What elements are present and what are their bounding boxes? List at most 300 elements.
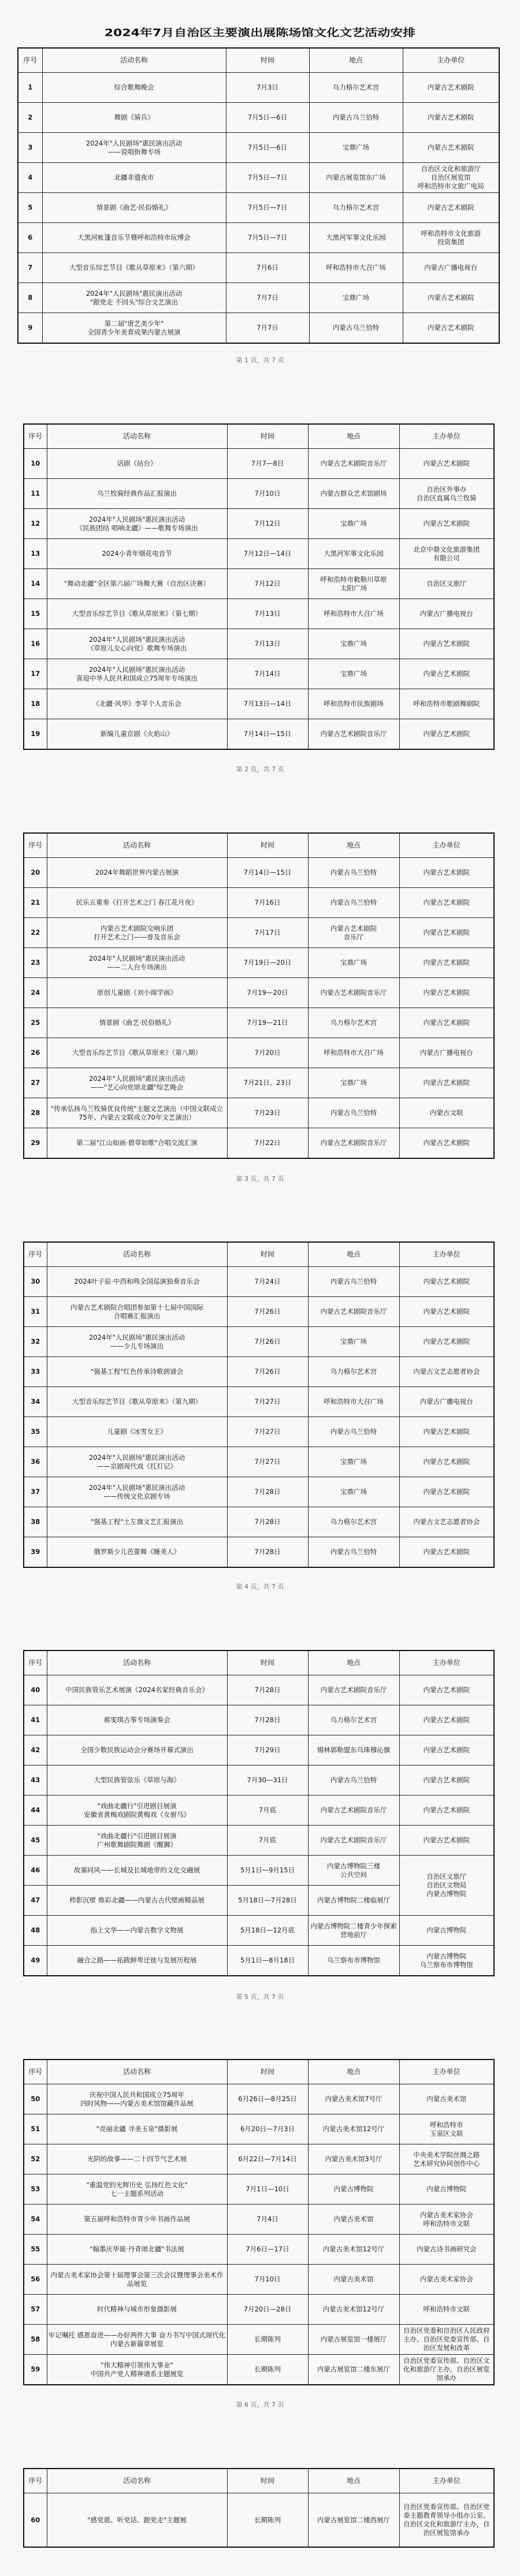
column-header-no: 序号 bbox=[24, 424, 47, 449]
cell-name: 2024年舞蹈世界内蒙古展演 bbox=[47, 858, 227, 888]
cell-org: 内蒙古博物院 bbox=[399, 2174, 494, 2205]
cell-org: 内蒙古艺术剧院 bbox=[399, 1297, 494, 1327]
cell-org: 内蒙古艺术剧院 bbox=[399, 449, 494, 479]
cell-name: 2024年"人民剧场"惠民演出活动 "跟党走 不回头"综合文艺演出 bbox=[42, 283, 226, 313]
cell-place: 内蒙古艺术剧院音乐厅 bbox=[308, 1297, 399, 1327]
cell-no: 38 bbox=[24, 1507, 47, 1537]
cell-time: 7月3日 bbox=[226, 73, 309, 103]
table-row bbox=[24, 1357, 494, 1387]
table-header-row bbox=[24, 833, 494, 858]
cell-no: 52 bbox=[24, 2144, 47, 2174]
column-header-place: 地点 bbox=[308, 1242, 399, 1267]
cell-name: "强基工程"红色传承诗歌朗诵会 bbox=[47, 1357, 227, 1387]
cell-no: 58 bbox=[24, 2325, 47, 2355]
cell-org: 呼和浩特市 玉泉区文联 bbox=[399, 2114, 494, 2144]
cell-no: 3 bbox=[18, 133, 42, 163]
cell-no: 49 bbox=[24, 1946, 47, 1976]
cell-no: 31 bbox=[24, 1297, 47, 1327]
cell-place: 呼和浩特市大召广场 bbox=[308, 599, 399, 629]
column-header-time: 时间 bbox=[227, 2469, 308, 2493]
cell-org: 内蒙古艺术剧院 bbox=[399, 1705, 494, 1735]
cell-name: 融合之路——拓跋鲜卑迁徙与发展历程展 bbox=[47, 1946, 227, 1976]
table-row bbox=[24, 2144, 494, 2174]
cell-no: 17 bbox=[24, 659, 47, 689]
cell-org: 内蒙古艺术剧院 bbox=[399, 888, 494, 918]
page-1 bbox=[17, 47, 499, 344]
cell-no: 4 bbox=[18, 163, 42, 193]
cell-time: 7月27日 bbox=[227, 1447, 308, 1477]
cell-time: 5月1日—9月15日 bbox=[227, 1856, 308, 1886]
cell-name: 2024年"人民剧场"惠民演出活动 ——"艺心向党颂北疆"综艺晚会 bbox=[47, 1068, 227, 1098]
table-row bbox=[24, 1447, 494, 1477]
cell-org: 内蒙古广播电视台 bbox=[399, 599, 494, 629]
cell-place: 呼和浩特市民族剧场 bbox=[308, 689, 399, 719]
cell-name: 《北疆·风华》李苹个人音乐会 bbox=[47, 689, 227, 719]
cell-place: 内蒙古展览馆二楼东展厅 bbox=[308, 2355, 399, 2385]
column-header-org: 主办单位 bbox=[399, 2469, 494, 2493]
cell-no: 15 bbox=[24, 599, 47, 629]
cell-no: 33 bbox=[24, 1357, 47, 1387]
table-row bbox=[18, 103, 499, 133]
cell-place: 呼和浩特市大召广场 bbox=[309, 253, 403, 283]
document-title: 2024年7月自治区主要演出展陈场馆文化文艺活动安排 bbox=[104, 27, 416, 39]
cell-no: 5 bbox=[18, 193, 42, 223]
cell-name: "戏曲北疆行"引进剧目展演 安徽省黄梅戏剧院黄梅戏《女驸马》 bbox=[47, 1796, 227, 1826]
cell-place: 乌力格尔艺术宫 bbox=[308, 1357, 399, 1387]
cell-no: 14 bbox=[24, 569, 47, 599]
cell-name: 第五届呼和浩特市青少年书画作品展 bbox=[47, 2205, 227, 2235]
cell-no: 57 bbox=[24, 2295, 47, 2325]
cell-place: 内蒙古博物院二楼临展厅 bbox=[308, 1886, 399, 1916]
table-row bbox=[18, 73, 499, 103]
cell-org: 内蒙古艺术剧院 bbox=[399, 918, 494, 948]
cell-name: 2024叶子宸·中西和鸣全国巡演独奏音乐会 bbox=[47, 1267, 227, 1297]
cell-place: 呼和浩特市大召广场 bbox=[308, 1387, 399, 1417]
cell-org: 内蒙古广播电视台 bbox=[403, 253, 499, 283]
cell-org: 内蒙古诗书画研究会 bbox=[399, 2235, 494, 2265]
cell-place: 乌力格尔艺术宫 bbox=[309, 193, 403, 223]
cell-time: 7月28日 bbox=[227, 1537, 308, 1568]
cell-org: 内蒙古艺术剧院 bbox=[399, 1735, 494, 1765]
table-row bbox=[24, 948, 494, 978]
cell-name: 大型音乐综艺节目《歌从草原来》（第七期） bbox=[47, 599, 227, 629]
table-row bbox=[24, 1675, 494, 1705]
cell-time: 7月5日—7日 bbox=[226, 193, 309, 223]
cell-name: 舞剧《骑兵》 bbox=[42, 103, 226, 133]
activity-table bbox=[23, 423, 495, 750]
cell-time: 7月26日 bbox=[227, 1357, 308, 1387]
table-row bbox=[24, 1826, 494, 1856]
cell-place: 乌兰察布市博物馆 bbox=[308, 1946, 399, 1976]
cell-no: 29 bbox=[24, 1128, 47, 1159]
cell-place: 内蒙古美术馆7号厅 bbox=[308, 2084, 399, 2114]
table-row bbox=[18, 283, 499, 313]
page-footer: 第 5 页，共 7 页 bbox=[236, 1993, 284, 2001]
table-row bbox=[24, 888, 494, 918]
cell-time: 长期陈列 bbox=[227, 2325, 308, 2355]
cell-org: 内蒙古艺术剧院 bbox=[399, 509, 494, 539]
activity-table bbox=[23, 832, 495, 1159]
cell-place: 乌力格尔艺术宫 bbox=[308, 1507, 399, 1537]
table-row bbox=[24, 719, 494, 750]
column-header-time: 时间 bbox=[227, 424, 308, 449]
cell-place: 内蒙古艺术剧院音乐厅 bbox=[308, 719, 399, 750]
cell-place: 内蒙古博物院二楼青少年探索营地前厅 bbox=[308, 1916, 399, 1946]
cell-time: 7月10日 bbox=[227, 479, 308, 509]
cell-org: 自治区文旅厅 自治区文物局 内蒙古博物院 bbox=[399, 1856, 494, 1916]
cell-place: 内蒙古乌兰恰特 bbox=[308, 1765, 399, 1796]
cell-org: 内蒙古艺术剧院 bbox=[399, 1765, 494, 1796]
cell-place: 内蒙古艺术剧院音乐厅 bbox=[308, 1128, 399, 1159]
column-header-time: 时间 bbox=[227, 1242, 308, 1267]
table-row bbox=[24, 659, 494, 689]
table-row bbox=[24, 689, 494, 719]
activity-table bbox=[23, 1241, 495, 1568]
cell-org: 北京中鼎文化旅游集团 有限公司 bbox=[399, 539, 494, 569]
cell-org: 自治区党委宣传部、自治区文化和旅游厅主办，自治区展览馆承办 bbox=[399, 2355, 494, 2385]
column-header-place: 地点 bbox=[308, 833, 399, 858]
cell-org: 内蒙古艺术剧院 bbox=[399, 1068, 494, 1098]
cell-time: 7月28日 bbox=[227, 1507, 308, 1537]
table-row bbox=[24, 858, 494, 888]
column-header-no: 序号 bbox=[24, 833, 47, 858]
cell-place: 内蒙古艺术剧院 音乐厅 bbox=[308, 918, 399, 948]
cell-org: 内蒙古文艺志愿者协会 bbox=[399, 1507, 494, 1537]
cell-time: 7月28日 bbox=[227, 1705, 308, 1735]
cell-time: 7月5日—7日 bbox=[226, 163, 309, 193]
cell-time: 5月18日—7月28日 bbox=[227, 1886, 308, 1916]
cell-no: 48 bbox=[24, 1916, 47, 1946]
cell-no: 7 bbox=[18, 253, 42, 283]
column-header-name: 活动名称 bbox=[47, 2060, 227, 2084]
cell-name: 第二届"江山如画·碧草如歌"合唱交流汇演 bbox=[47, 1128, 227, 1159]
cell-time: 7月20日—28日 bbox=[227, 2295, 308, 2325]
cell-no: 13 bbox=[24, 539, 47, 569]
cell-time: 7月26日 bbox=[227, 1297, 308, 1327]
page-3 bbox=[23, 832, 493, 1159]
table-row bbox=[24, 1417, 494, 1447]
table-row bbox=[24, 1068, 494, 1098]
cell-place: 内蒙古展览馆二楼西展厅 bbox=[308, 2493, 399, 2548]
cell-name: 光阴的故事——二十四节气艺术展 bbox=[47, 2144, 227, 2174]
cell-place: 呼和浩特市敕勒川草原 太阳广场 bbox=[308, 569, 399, 599]
cell-no: 21 bbox=[24, 888, 47, 918]
cell-place: 锡林郭勒盟东乌珠穆沁旗 bbox=[308, 1735, 399, 1765]
table-row bbox=[24, 1327, 494, 1357]
cell-name: 庆祝中国人民共和国成立75周年 四时风物——内蒙古美术馆馆藏作品展 bbox=[47, 2084, 227, 2114]
cell-name: 大型音乐综艺节目《歌从草原来》（第九期） bbox=[47, 1387, 227, 1417]
table-row bbox=[24, 2205, 494, 2235]
page-5 bbox=[23, 1650, 493, 1976]
table-header-row bbox=[24, 1242, 494, 1267]
cell-org: 内蒙古艺术剧院 bbox=[399, 1327, 494, 1357]
column-header-no: 序号 bbox=[24, 1651, 47, 1675]
cell-org: 内蒙古博物院 bbox=[399, 1916, 494, 1946]
column-header-place: 地点 bbox=[308, 2060, 399, 2084]
table-row bbox=[24, 599, 494, 629]
column-header-place: 地点 bbox=[308, 424, 399, 449]
cell-no: 55 bbox=[24, 2235, 47, 2265]
table-row bbox=[24, 479, 494, 509]
table-row bbox=[24, 1267, 494, 1297]
cell-time: 7月14日—15日 bbox=[227, 858, 308, 888]
cell-no: 50 bbox=[24, 2084, 47, 2114]
cell-no: 8 bbox=[18, 283, 42, 313]
cell-org: 内蒙古博物院 乌兰察布市博物馆 bbox=[399, 1946, 494, 1976]
cell-time: 7月6日 bbox=[226, 253, 309, 283]
cell-place: 宝鼎广场 bbox=[308, 659, 399, 689]
cell-time: 5月1日—8月18日 bbox=[227, 1946, 308, 1976]
cell-org: 内蒙古艺术剧院 bbox=[399, 1128, 494, 1159]
column-header-org: 主办单位 bbox=[403, 48, 499, 73]
table-row bbox=[24, 1008, 494, 1038]
cell-time: 6月26日—8月25日 bbox=[227, 2084, 308, 2114]
column-header-org: 主办单位 bbox=[399, 424, 494, 449]
cell-org: 内蒙古艺术剧院 bbox=[399, 948, 494, 978]
column-header-place: 地点 bbox=[309, 48, 403, 73]
cell-no: 47 bbox=[24, 1886, 47, 1916]
cell-org: 内蒙古艺术剧院 bbox=[403, 133, 499, 163]
cell-place: 内蒙古艺术剧院音乐厅 bbox=[308, 1675, 399, 1705]
table-row bbox=[18, 313, 499, 344]
cell-org: 内蒙古艺术剧院 bbox=[399, 1796, 494, 1826]
cell-org: 内蒙古艺术剧院 bbox=[399, 719, 494, 750]
cell-time: 7月30—31日 bbox=[227, 1765, 308, 1796]
cell-org: 内蒙古艺术剧院 bbox=[399, 1477, 494, 1507]
page-4 bbox=[23, 1241, 493, 1568]
table-row bbox=[24, 2265, 494, 2295]
cell-time: 长期陈列 bbox=[227, 2493, 308, 2548]
table-row bbox=[18, 133, 499, 163]
cell-time: 7月底 bbox=[227, 1826, 308, 1856]
table-row bbox=[24, 2325, 494, 2355]
cell-place: 内蒙古美术馆3号厅 bbox=[308, 2144, 399, 2174]
cell-place: 内蒙古艺术剧院音乐厅 bbox=[308, 1796, 399, 1826]
column-header-org: 主办单位 bbox=[399, 1651, 494, 1675]
table-header-row bbox=[24, 1651, 494, 1675]
cell-place: 内蒙古乌兰恰特 bbox=[308, 888, 399, 918]
cell-time: 7月7日 bbox=[226, 313, 309, 344]
cell-time: 7月14日 bbox=[227, 659, 308, 689]
cell-no: 59 bbox=[24, 2355, 47, 2385]
cell-org: 内蒙古艺术剧院 bbox=[403, 283, 499, 313]
table-row bbox=[24, 1128, 494, 1159]
cell-no: 44 bbox=[24, 1796, 47, 1826]
cell-org: 自治区文旅厅 bbox=[399, 569, 494, 599]
page-footer: 第 3 页，共 7 页 bbox=[236, 1175, 284, 1183]
table-row bbox=[24, 1765, 494, 1796]
cell-time: 7月20日 bbox=[227, 1038, 308, 1068]
cell-name: 内蒙古艺术剧院交响乐团 打开艺术之门——普及音乐会 bbox=[47, 918, 227, 948]
cell-org: 内蒙古艺术剧院 bbox=[399, 858, 494, 888]
table-row bbox=[18, 193, 499, 223]
cell-name: 牢记嘱托 感恩奋进——办好两件大事 奋力书写中国式现代化内蒙古新篇章展览 bbox=[47, 2325, 227, 2355]
cell-name: 原创儿童剧《刘小阁学画》 bbox=[47, 978, 227, 1008]
cell-time: 7月4日 bbox=[227, 2205, 308, 2235]
table-row bbox=[24, 1856, 494, 1886]
cell-no: 43 bbox=[24, 1765, 47, 1796]
cell-place: 内蒙古群众艺术馆剧场 bbox=[308, 479, 399, 509]
cell-place: 宝鼎广场 bbox=[308, 1447, 399, 1477]
cell-place: 内蒙古博物院 bbox=[308, 2174, 399, 2205]
cell-no: 42 bbox=[24, 1735, 47, 1765]
column-header-time: 时间 bbox=[227, 833, 308, 858]
cell-time: 7月22日 bbox=[227, 1128, 308, 1159]
cell-name: "翰墨庆华诞·丹青颂北疆"书法展 bbox=[47, 2235, 227, 2265]
table-row bbox=[24, 1705, 494, 1735]
page-footer: 第 4 页，共 7 页 bbox=[236, 1583, 284, 1590]
table-row bbox=[24, 2493, 494, 2548]
cell-time: 7月12日 bbox=[227, 509, 308, 539]
column-header-name: 活动名称 bbox=[47, 1651, 227, 1675]
cell-time: 7月7—8日 bbox=[227, 449, 308, 479]
cell-no: 19 bbox=[24, 719, 47, 750]
activity-table bbox=[17, 47, 500, 344]
cell-name: 2024年"人民剧场"惠民演出活动 ——说唱街舞专场 bbox=[42, 133, 226, 163]
cell-place: 内蒙古展览馆东广场 bbox=[309, 163, 403, 193]
cell-time: 7月14日—15日 bbox=[227, 719, 308, 750]
cell-time: 7月23日 bbox=[227, 1098, 308, 1128]
cell-no: 11 bbox=[24, 479, 47, 509]
table-row bbox=[24, 1507, 494, 1537]
table-row bbox=[24, 1537, 494, 1568]
cell-time: 7月12日—14日 bbox=[227, 539, 308, 569]
cell-place: 内蒙古艺术剧院音乐厅 bbox=[308, 978, 399, 1008]
cell-org: 呼和浩特市文联 bbox=[399, 2295, 494, 2325]
table-row bbox=[24, 1946, 494, 1976]
column-header-place: 地点 bbox=[308, 1651, 399, 1675]
cell-no: 16 bbox=[24, 629, 47, 659]
cell-name: 大型民族管弦乐《草原与海》 bbox=[47, 1765, 227, 1796]
column-header-no: 序号 bbox=[24, 2469, 47, 2493]
cell-place: 宝鼎广场 bbox=[308, 1327, 399, 1357]
cell-org: 内蒙古艺术剧院 bbox=[399, 1447, 494, 1477]
cell-time: 7月19—20日 bbox=[227, 978, 308, 1008]
activity-table bbox=[23, 2059, 495, 2385]
cell-name: 2024年"人民剧场"惠民演出活动 《草原儿女心向党》歌舞专场演出 bbox=[47, 629, 227, 659]
cell-no: 1 bbox=[18, 73, 42, 103]
page-6 bbox=[23, 2059, 493, 2385]
table-row bbox=[24, 1387, 494, 1417]
column-header-no: 序号 bbox=[24, 2060, 47, 2084]
cell-time: 7月5日—6日 bbox=[226, 103, 309, 133]
cell-place: 内蒙古美术馆 bbox=[308, 2265, 399, 2295]
cell-name: 情景剧《曲艺·民俗婚礼》 bbox=[42, 193, 226, 223]
cell-name: 2024年"人民剧场"惠民演出活动 ——二人台专场演出 bbox=[47, 948, 227, 978]
cell-time: 7月19—21日 bbox=[227, 1008, 308, 1038]
cell-name: 2024年"人民剧场"惠民演出活动 ——少儿专场演出 bbox=[47, 1327, 227, 1357]
cell-place: 内蒙古乌兰恰特 bbox=[308, 1537, 399, 1568]
cell-org: 内蒙古文艺志愿者协会 bbox=[399, 1357, 494, 1387]
cell-place: 内蒙古乌兰恰特 bbox=[309, 313, 403, 344]
cell-no: 46 bbox=[24, 1856, 47, 1886]
cell-time: 7月12日 bbox=[227, 569, 308, 599]
cell-no: 36 bbox=[24, 1447, 47, 1477]
cell-time: 7月10日 bbox=[227, 2265, 308, 2295]
table-row bbox=[24, 1297, 494, 1327]
cell-no: 18 bbox=[24, 689, 47, 719]
cell-place: 内蒙古艺术剧院音乐厅 bbox=[308, 449, 399, 479]
cell-place: 内蒙古乌兰恰特 bbox=[308, 858, 399, 888]
cell-place: 内蒙古乌兰恰特 bbox=[309, 103, 403, 133]
cell-place: 宝鼎广场 bbox=[308, 948, 399, 978]
cell-no: 37 bbox=[24, 1477, 47, 1507]
cell-place: 内蒙古美术馆12号厅 bbox=[308, 2295, 399, 2325]
cell-no: 23 bbox=[24, 948, 47, 978]
cell-place: 宝鼎广场 bbox=[308, 1477, 399, 1507]
column-header-time: 时间 bbox=[227, 1651, 308, 1675]
cell-name: 情景剧《曲艺·民俗婚礼》 bbox=[47, 1008, 227, 1038]
cell-place: 内蒙古美术馆12号厅 bbox=[308, 2235, 399, 2265]
cell-place: 宝鼎广场 bbox=[308, 629, 399, 659]
cell-time: 7月26日 bbox=[227, 1327, 308, 1357]
cell-org: 内蒙古艺术剧院 bbox=[403, 313, 499, 344]
cell-org: 内蒙古艺术剧院 bbox=[399, 978, 494, 1008]
cell-name: "伟大精神引领伟大事业" 中国共产党人精神谱系主题展览 bbox=[47, 2355, 227, 2385]
cell-time: 7月28日 bbox=[227, 1675, 308, 1705]
cell-org: 内蒙古艺术剧院 bbox=[403, 193, 499, 223]
cell-name: 2024小青年烟花电音节 bbox=[47, 539, 227, 569]
column-header-time: 时间 bbox=[226, 48, 309, 73]
cell-name: 综合歌舞晚会 bbox=[42, 73, 226, 103]
cell-name: 栉影沉壁 焕彩北疆——内蒙古古代壁画精品展 bbox=[47, 1886, 227, 1916]
cell-org: 中央美术学院丝绸之路 艺术研究协同创作中心 bbox=[399, 2144, 494, 2174]
column-header-org: 主办单位 bbox=[399, 1242, 494, 1267]
cell-no: 53 bbox=[24, 2174, 47, 2205]
cell-place: 宝鼎广场 bbox=[309, 133, 403, 163]
table-row bbox=[24, 509, 494, 539]
table-row bbox=[24, 978, 494, 1008]
cell-org: 呼和浩特市文化旅游 投资集团 bbox=[403, 223, 499, 253]
cell-org: 自治区党委和自治区人民政府主办，自治区党委宣传部、自治区发展和改革 bbox=[399, 2325, 494, 2355]
cell-name: "戏曲北疆行"引进剧目展演 广州歌舞剧院舞剧《醒狮》 bbox=[47, 1826, 227, 1856]
activity-table bbox=[23, 1650, 495, 1976]
cell-time: 6月20日—7月3日 bbox=[227, 2114, 308, 2144]
column-header-org: 主办单位 bbox=[399, 2060, 494, 2084]
column-header-place: 地点 bbox=[308, 2469, 399, 2493]
cell-time: 7月13日 bbox=[227, 599, 308, 629]
cell-name: 故塞同风——长城及长城地带的文化交融展 bbox=[47, 1856, 227, 1886]
cell-no: 2 bbox=[18, 103, 42, 133]
cell-name: 2024年"人民剧场"惠民演出活动 《民族团结 唱响北疆》——歌舞专场演出 bbox=[47, 509, 227, 539]
cell-no: 25 bbox=[24, 1008, 47, 1038]
cell-time: 7月27日 bbox=[227, 1417, 308, 1447]
column-header-name: 活动名称 bbox=[47, 424, 227, 449]
table-row bbox=[24, 918, 494, 948]
table-row bbox=[24, 1038, 494, 1068]
cell-time: 长期陈列 bbox=[227, 2355, 308, 2385]
cell-time: 7月29日 bbox=[227, 1735, 308, 1765]
cell-org: 内蒙古广播电视台 bbox=[399, 1387, 494, 1417]
table-row bbox=[24, 2295, 494, 2325]
cell-name: "重温党的光辉历史 弘扬红色文化" 七一主题系列活动 bbox=[47, 2174, 227, 2205]
cell-place: 内蒙古乌兰恰特 bbox=[308, 1267, 399, 1297]
cell-name: 内蒙古美术家协会第十届理事会第三次会议暨理事会美术作品展览 bbox=[47, 2265, 227, 2295]
cell-org: 内蒙古艺术剧院 bbox=[399, 1008, 494, 1038]
page-footer: 第 6 页，共 7 页 bbox=[236, 2401, 284, 2408]
table-row bbox=[24, 2235, 494, 2265]
cell-org: 内蒙古艺术剧院 bbox=[403, 73, 499, 103]
cell-org: 内蒙古艺术剧院 bbox=[399, 659, 494, 689]
cell-name: 俄罗斯少儿芭蕾舞《睡美人》 bbox=[47, 1537, 227, 1568]
cell-name: 民乐五重奏《打开艺术之门 春江花月夜》 bbox=[47, 888, 227, 918]
table-row bbox=[18, 223, 499, 253]
cell-org: 内蒙古美术馆 bbox=[399, 2084, 494, 2114]
cell-place: 宝鼎广场 bbox=[308, 1068, 399, 1098]
table-header-row bbox=[18, 48, 499, 73]
cell-place: 乌力格尔艺术宫 bbox=[308, 1705, 399, 1735]
cell-org: 内蒙古艺术剧院 bbox=[399, 1826, 494, 1856]
